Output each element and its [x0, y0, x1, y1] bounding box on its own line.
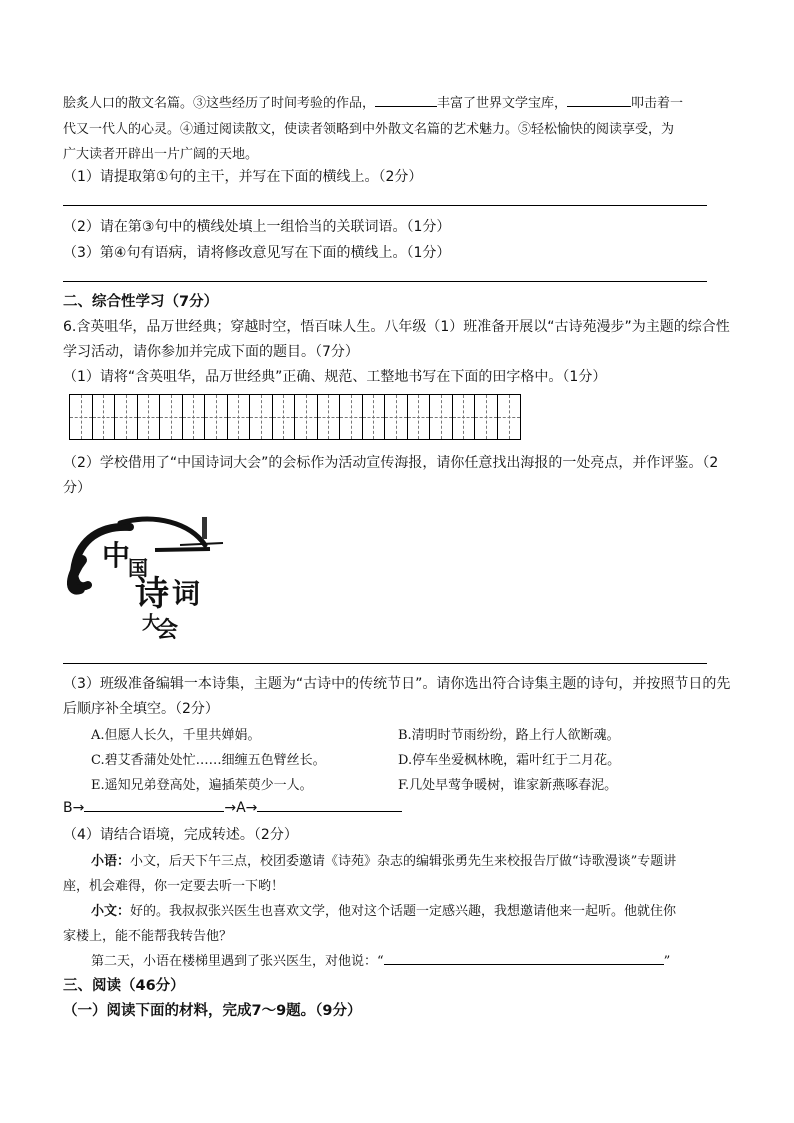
grid-cell[interactable] [70, 395, 93, 439]
grid-cell[interactable] [250, 395, 273, 439]
dialog-line-5: 第二天，小语在楼梯里遇到了张兴医生，对他说：“ ” [91, 954, 671, 969]
grid-cell[interactable] [363, 395, 386, 439]
tianzige-grid[interactable] [69, 394, 521, 440]
option-c: C.碧艾香蒲处处忙……细缠五色臂丝长。 [91, 753, 326, 768]
q6-sub2-line-2: 分） [63, 480, 91, 496]
option-f: F.几处早莺争暖树，谁家新燕啄春泥。 [398, 778, 618, 793]
passage-line-3: 广大读者开辟出一片广阔的天地。 [63, 147, 259, 162]
answer-line[interactable] [63, 281, 707, 282]
dialog-line-1: 小语：小文，后天下午三点，校团委邀请《诗苑》杂志的编辑张勇先生来校报告厅做“诗歌漫谈”专题讲 [91, 854, 677, 869]
blank-1[interactable] [375, 94, 437, 107]
option-e: E.遥知兄弟登高处，遍插茱萸少一人。 [91, 778, 313, 793]
logo-char: 大 [142, 613, 160, 634]
grid-cell[interactable] [430, 395, 453, 439]
grid-cell[interactable] [273, 395, 296, 439]
grid-cell[interactable] [498, 395, 521, 439]
seal-mark [202, 517, 207, 539]
dialog-line-2: 座，机会难得，你一定要去听一下哟！ [63, 879, 285, 894]
grid-cell[interactable] [93, 395, 116, 439]
grid-cell[interactable] [138, 395, 161, 439]
dialog-line-4: 家楼上，能不能帮我转告他？ [63, 929, 233, 944]
passage-line-2: 代又一代人的心灵。④通过阅读散文，使读者领略到中外散文名篇的艺术魅力。⑤轻松愉快的阅读享受，为 [63, 122, 675, 137]
logo-char: 国 [128, 556, 148, 580]
poetry-conference-logo-icon [60, 505, 230, 645]
grid-cell[interactable] [160, 395, 183, 439]
order-fill: B→ →A→ [63, 799, 402, 816]
grid-cell[interactable] [295, 395, 318, 439]
q6-sub1: （1）请将“含英咀华，品万世经典”正确、规范、工整地书写在下面的田字格中。（1分） [63, 369, 607, 385]
q6-intro-line-1: 6.含英咀华，品万世经典；穿越时空，悟百味人生。八年级（1）班准备开展以“古诗苑漫步”为主题的综合性 [63, 319, 730, 335]
q5-sub1: （1）请提取第①句的主干，并写在下面的横线上。（2分） [63, 169, 423, 185]
grid-cell[interactable] [340, 395, 363, 439]
grid-cell[interactable] [475, 395, 498, 439]
q6-sub4: （4）请结合语境，完成转述。（2分） [63, 827, 298, 843]
grid-cell[interactable] [228, 395, 251, 439]
logo-char: 会 [156, 617, 179, 643]
dialog-line-3: 小文：好的。我叔叔张兴医生也喜欢文学，他对这个话题一定感兴趣，我想邀请他来一起听。他就住你 [91, 904, 677, 919]
answer-line[interactable] [63, 205, 707, 206]
section-heading: 二、综合性学习（7分） [63, 294, 219, 310]
section-heading: 三、阅读（46分） [63, 978, 185, 994]
option-d: D.停车坐爱枫林晚，霜叶红于二月花。 [398, 753, 621, 768]
quote-blank[interactable] [384, 952, 664, 965]
grid-cell[interactable] [205, 395, 228, 439]
passage-line-1: 脍炙人口的散文名篇。③这些经历了时间考验的作品， 丰富了世界文学宝库， 叩击着一 [63, 96, 684, 111]
option-a: A.但愿人长久，千里共婵娟。 [91, 728, 261, 743]
grid-cell[interactable] [408, 395, 431, 439]
blank-2[interactable] [567, 94, 631, 107]
logo-char: 词 [172, 577, 201, 610]
q6-intro-line-2: 学习活动，请你参加并完成下面的题目。（7分） [63, 344, 359, 360]
grid-cell[interactable] [318, 395, 341, 439]
grid-cell[interactable] [453, 395, 476, 439]
logo-char: 中 [102, 539, 131, 572]
order-blank-1[interactable] [84, 799, 224, 812]
q6-sub2-line-1: （2）学校借用了“中国诗词大会”的会标作为活动宣传海报，请你任意找出海报的一处亮点，并作评鉴。（2 [63, 455, 719, 471]
q5-sub2: （2）请在第③句中的横线处填上一组恰当的关联词语。（1分） [63, 219, 451, 235]
grid-cell[interactable] [115, 395, 138, 439]
q6-sub3-line-1: （3）班级准备编辑一本诗集，主题为“古诗中的传统节日”。请你选出符合诗集主题的诗句，并按照节日的先 [63, 676, 731, 692]
grid-cell[interactable] [183, 395, 206, 439]
answer-line[interactable] [63, 663, 707, 664]
q5-sub3: （3）第④句有语病，请将修改意见写在下面的横线上。（1分） [63, 245, 451, 261]
logo-char: 诗 [135, 574, 169, 614]
q6-sub3-line-2: 后顺序补全填空。（2分） [63, 701, 219, 717]
subsection-heading: （一）阅读下面的材料，完成7～9题。（9分） [63, 1003, 362, 1019]
option-b: B.清明时节雨纷纷，路上行人欲断魂。 [398, 728, 620, 743]
order-blank-2[interactable] [257, 799, 402, 812]
grid-cell[interactable] [385, 395, 408, 439]
